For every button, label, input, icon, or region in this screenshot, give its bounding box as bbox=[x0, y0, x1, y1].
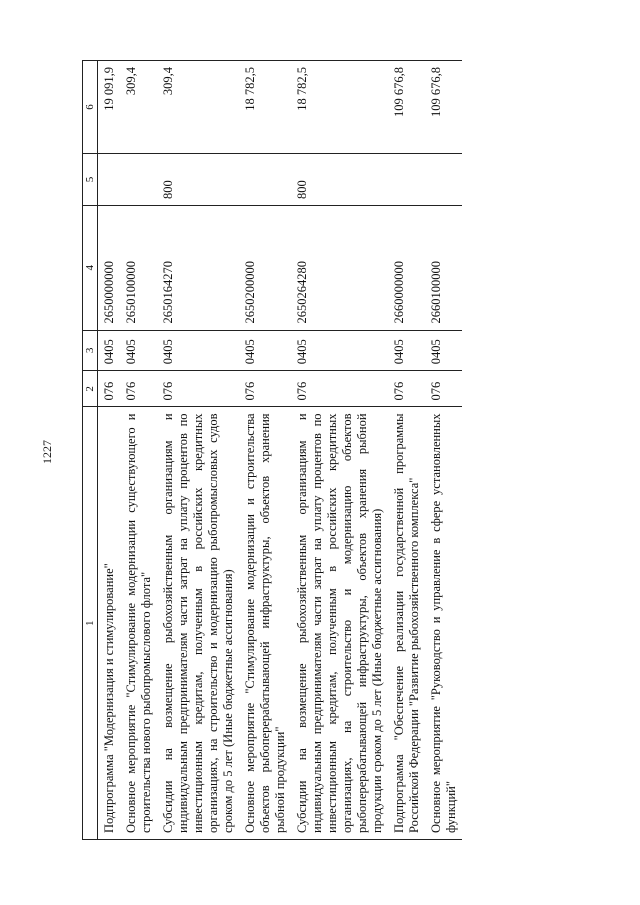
table-row bbox=[425, 61, 462, 840]
row-ministry-code: 076 bbox=[388, 371, 425, 407]
table-row bbox=[157, 61, 239, 840]
row-name: Подпрограмма "Обеспечение реализации государственной программы Российской Федерации "Развитие рыбохозяйственного комплекса" bbox=[388, 407, 425, 840]
row-target-code: 2660000000 bbox=[388, 205, 425, 330]
row-section-code: 0405 bbox=[98, 330, 121, 371]
row-kind-code bbox=[388, 153, 425, 205]
row-name: Субсидии на возмещение рыбохозяйственным организациям и индивидуальным предпринимателям части затрат на уплату процентов по инвестиционным кредитам, полученным в российских кредитных организациях, на строительство и модернизацию объектов рыбоперерабатывающей инфраструктуры, объектов хранения рыбной продукции сроком до 5 лет (Иные бюджетные ассигнования) bbox=[291, 407, 388, 840]
row-name: Основное мероприятие "Стимулирование модернизации и строительства объектов рыбоперерабатывающей инфраструктуры, объектов хранения рыбной продукции" bbox=[239, 407, 291, 840]
row-ministry-code: 076 bbox=[120, 371, 157, 407]
row-amount: 18 782,5 bbox=[291, 61, 388, 154]
row-target-code: 2660100000 bbox=[425, 205, 462, 330]
header-col-3: 3 bbox=[83, 330, 98, 371]
row-name: Основное мероприятие "Руководство и управление в сфере установленных функций" bbox=[425, 407, 462, 840]
row-section-code: 0405 bbox=[157, 330, 239, 371]
row-ministry-code: 076 bbox=[291, 371, 388, 407]
budget-table bbox=[82, 60, 462, 840]
table-row bbox=[239, 61, 291, 840]
table-row bbox=[98, 61, 121, 840]
header-col-4: 4 bbox=[83, 205, 98, 330]
row-amount: 18 782,5 bbox=[239, 61, 291, 154]
row-kind-code: 800 bbox=[291, 153, 388, 205]
row-ministry-code: 076 bbox=[98, 371, 121, 407]
row-name: Подпрограмма "Модернизация и стимулирование" bbox=[98, 407, 121, 840]
row-target-code: 2650164270 bbox=[157, 205, 239, 330]
row-target-code: 2650100000 bbox=[120, 205, 157, 330]
row-target-code: 2650264280 bbox=[291, 205, 388, 330]
row-section-code: 0405 bbox=[120, 330, 157, 371]
table-row bbox=[388, 61, 425, 840]
table-row bbox=[291, 61, 388, 840]
row-section-code: 0405 bbox=[291, 330, 388, 371]
budget-table-rotated bbox=[82, 60, 582, 840]
row-target-code: 2650000000 bbox=[98, 205, 121, 330]
row-ministry-code: 076 bbox=[425, 371, 462, 407]
row-amount: 309,4 bbox=[120, 61, 157, 154]
row-kind-code: 800 bbox=[157, 153, 239, 205]
row-amount: 109 676,8 bbox=[425, 61, 462, 154]
row-section-code: 0405 bbox=[388, 330, 425, 371]
header-col-5: 5 bbox=[83, 153, 98, 205]
row-amount: 109 676,8 bbox=[388, 61, 425, 154]
header-col-2: 2 bbox=[83, 371, 98, 407]
row-section-code: 0405 bbox=[425, 330, 462, 371]
page-number: 1227 bbox=[40, 440, 54, 464]
row-kind-code bbox=[120, 153, 157, 205]
row-ministry-code: 076 bbox=[239, 371, 291, 407]
row-ministry-code: 076 bbox=[157, 371, 239, 407]
row-kind-code bbox=[425, 153, 462, 205]
row-target-code: 2650200000 bbox=[239, 205, 291, 330]
header-col-1: 1 bbox=[83, 407, 98, 840]
table-row bbox=[120, 61, 157, 840]
row-name: Основное мероприятие "Стимулирование модернизации существующего и строительства нового рыбопромыслового флота" bbox=[120, 407, 157, 840]
row-amount: 309,4 bbox=[157, 61, 239, 154]
row-kind-code bbox=[239, 153, 291, 205]
row-section-code: 0405 bbox=[239, 330, 291, 371]
row-amount: 19 091,9 bbox=[98, 61, 121, 154]
row-kind-code bbox=[98, 153, 121, 205]
header-col-6: 6 bbox=[83, 61, 98, 154]
row-name: Субсидии на возмещение рыбохозяйственным организациям и индивидуальным предпринимателям части затрат на уплату процентов по инвестиционным кредитам, полученным в российских кредитных организациях, на строительство и модернизацию рыбопромысловых судов сроком до 5 лет (Иные бюджетные ассигнования) bbox=[157, 407, 239, 840]
table-header-row bbox=[83, 61, 98, 840]
